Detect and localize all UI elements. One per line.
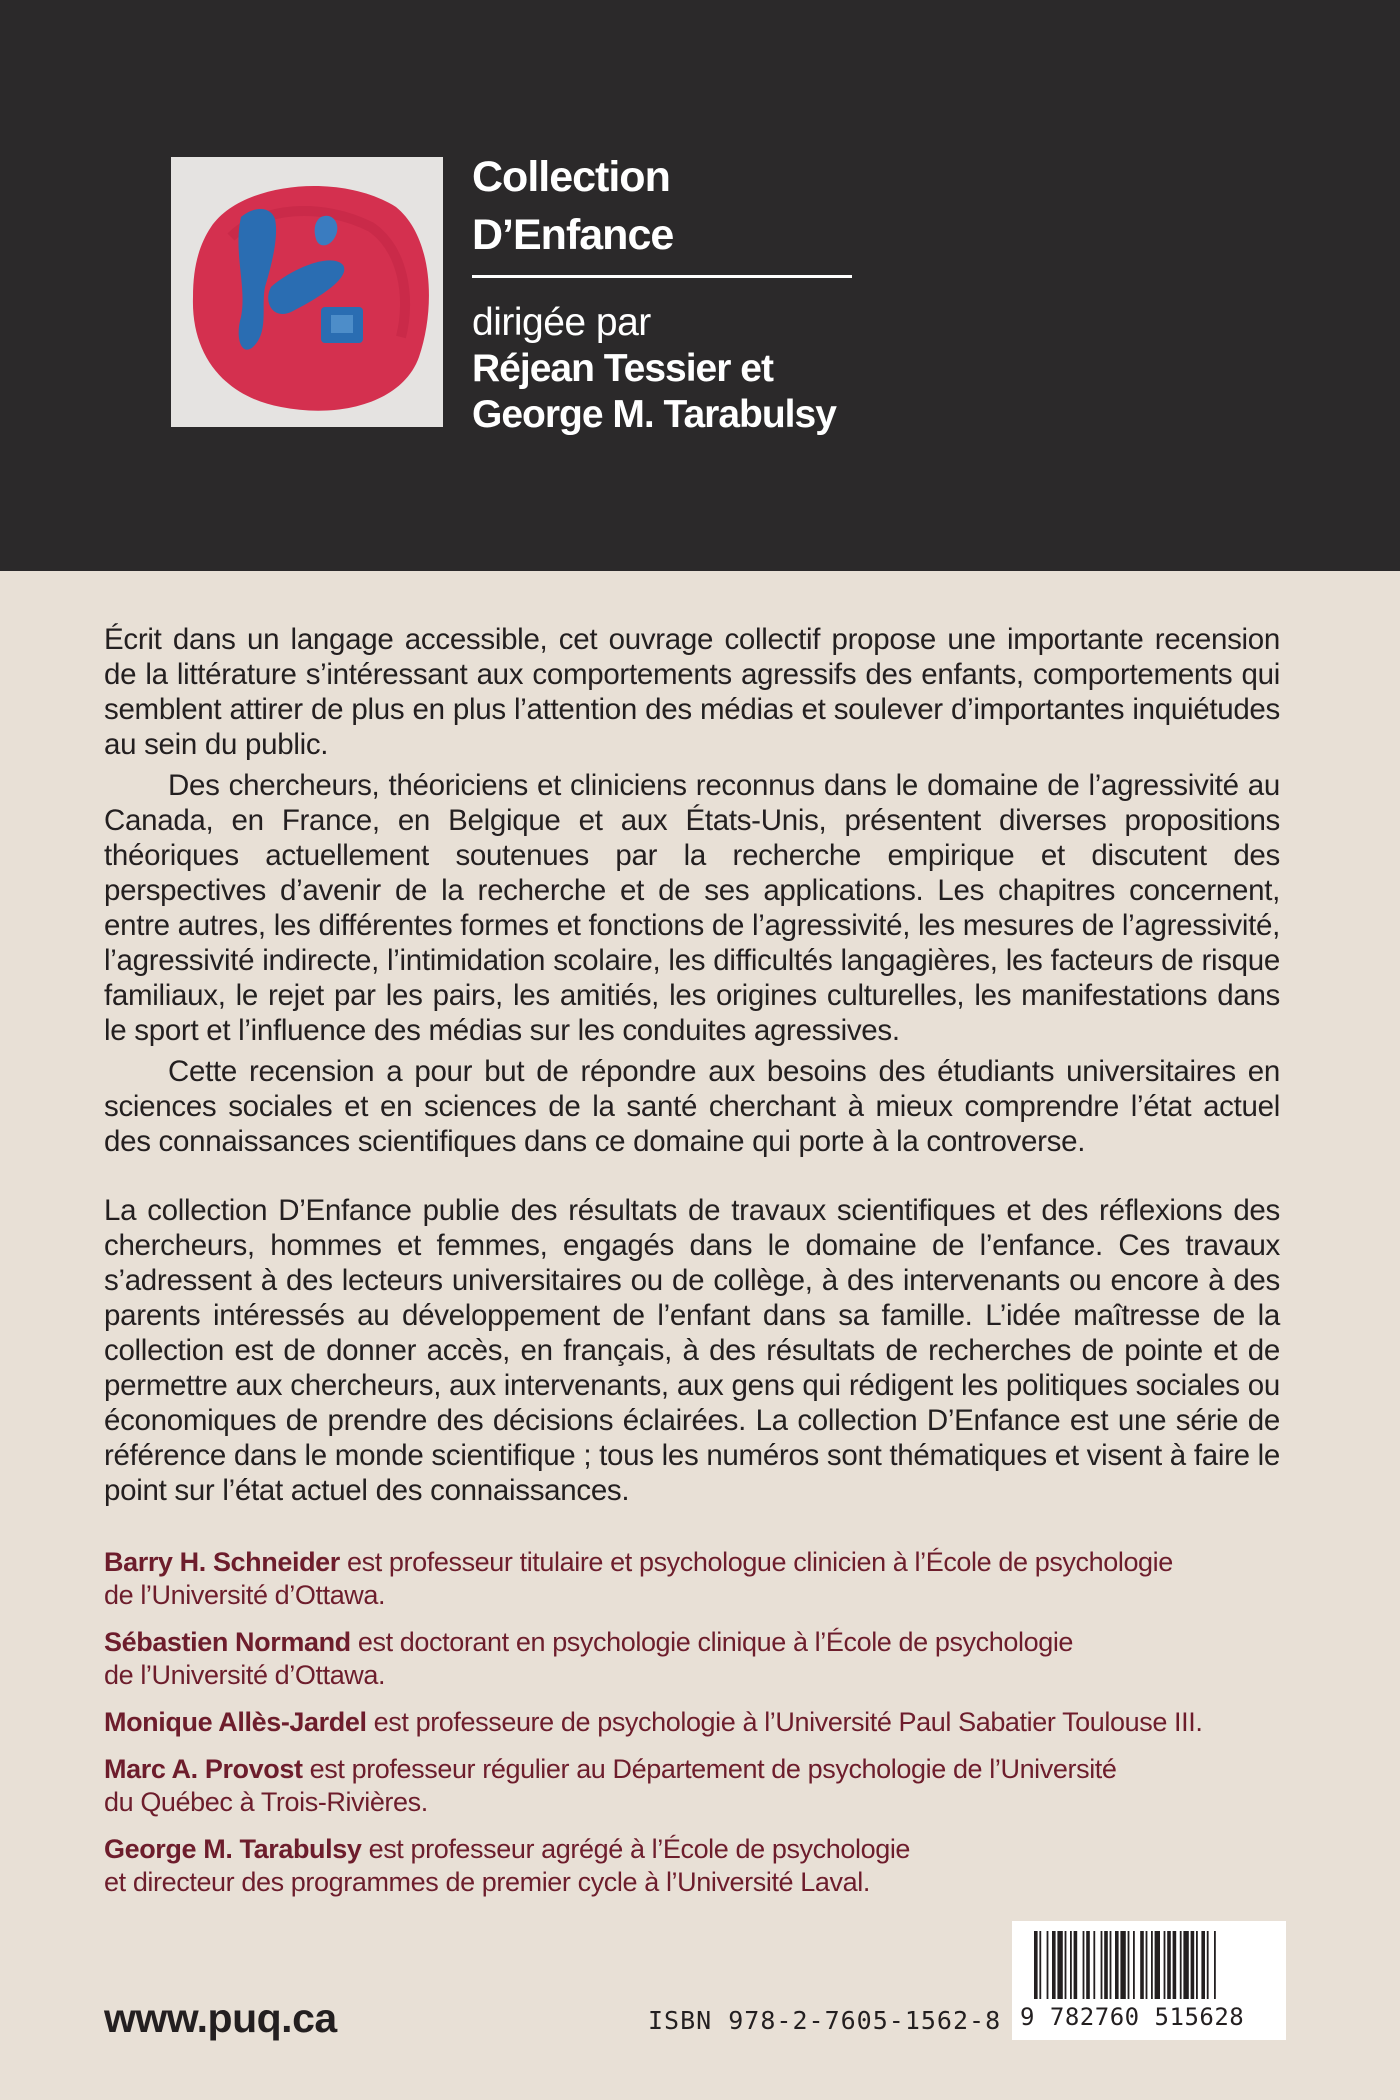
barcode-bar [1074,1931,1078,1999]
barcode-bar [1110,1931,1112,1999]
author-entry [104,1706,1264,1739]
barcode-bar [1086,1931,1090,1999]
author-bio: est doctorant en psychologie clinique à l’École de psychologie [350,1627,1074,1657]
barcode-bar [1201,1931,1205,1999]
isbn-number: ISBN 978-2-7605-1562-8 [648,2006,1002,2035]
author-bio-line2: et directeur des programmes de premier cycle à l’Université Laval. [104,1867,870,1897]
barcode-bar [1207,1931,1209,1999]
collection-title-line2: D’Enfance [472,211,674,259]
author-entry [104,1546,1264,1612]
author-bio: est professeur régulier au Département de psychologie de l’Université [302,1754,1117,1784]
barcode-bar [1093,1931,1095,1999]
barcode-digits: 9 782760 515628 [1020,2003,1245,2031]
author-bio: est professeur agrégé à l’École de psychologie [361,1834,911,1864]
author-list [104,1546,1264,1913]
barcode-bar [1070,1931,1072,1999]
barcode-bar [1128,1931,1130,1999]
paragraph-purpose: Cette recension a pour but de répondre aux besoins des étudiants universitaires en sciences sociales et en sciences de la santé cherchant à mieux comprendre l’état actuel des connaissances scientifiques dans ce domaine qui porte à la controverse. [104,1055,1280,1158]
paragraph-collection: La collection D’Enfance publie des résultats de travaux scientifiques et des réflexions des chercheurs, hommes et femmes, engagés dans le domaine de l’enfance. Ces travaux s’adressent à des lecteurs universitaires ou de collège, à des intervenants ou encore à des parents intéressés au développement de l’enfant dans sa famille. L’idée maîtresse de la collection est de donner accès, en français, à des résultats de recherches de pointe et de permettre aux chercheurs, aux intervenants, aux gens qui rédigent les politiques sociales ou économiques de prendre des décisions éclairées. La collection D’Enfance est une série de référence dans le monde scientifique ; tous les numéros sont thématiques et visent à faire le point sur l’état actuel des connaissances. [104,1194,1280,1507]
barcode-bar [1133,1931,1135,1999]
directed-by-label: dirigée par [472,301,651,344]
author-name: Marc A. Provost [104,1754,303,1784]
barcode-bar [1164,1931,1166,1999]
title-divider [472,275,852,278]
barcode-bar [1039,1931,1041,1999]
collection-logo [171,157,443,427]
barcode-bar [1101,1931,1103,1999]
barcode-bar [1115,1931,1119,1999]
publisher-website-link[interactable]: www.puq.ca [104,1995,337,2041]
barcode-bar [1047,1931,1049,1999]
author-bio-line2: du Québec à Trois-Rivières. [104,1787,428,1817]
barcode-bar [1052,1931,1056,1999]
author-entry [104,1626,1264,1692]
author-bio: est professeure de psychologie à l’Université Paul Sabatier Toulouse III. [366,1707,1203,1737]
collection-title [472,148,892,264]
author-name: George M. Tarabulsy [104,1834,362,1864]
author-entry [104,1833,1264,1899]
barcode-bar [1183,1931,1188,1999]
barcode-bar [1057,1931,1062,1999]
barcode-bar [1140,1931,1144,1999]
barcode-bar [1120,1931,1125,1999]
author-bio-line2: de l’Université d’Ottawa. [104,1580,386,1610]
barcode-bar [1151,1931,1153,1999]
header-band [0,0,1400,571]
author-name: Barry H. Schneider [104,1547,340,1577]
collection-title-line1: Collection [472,153,670,201]
author-bio: est professeur titulaire et psychologue clinicien à l’École de psychologie [339,1547,1173,1577]
barcode-bar [1034,1931,1038,1999]
author-name: Sébastien Normand [104,1627,351,1657]
description-text [104,622,1280,1514]
barcode-bar [1173,1931,1177,1999]
paragraph-intro: Écrit dans un langage accessible, cet ouvrage collectif propose une importante recension de la littérature s’intéressant aux comportements agressifs des enfants, comportements qui semblent attirer de plus en plus l’attention des médias et soulever d’importantes inquiétudes au sein du public. [104,623,1280,761]
barcode-bar [1065,1931,1067,1999]
author-entry [104,1753,1264,1819]
barcode-bar [1214,1931,1216,1999]
barcode-bar [1155,1931,1160,1999]
barcode-bar [1196,1931,1198,1999]
paragraph-contributors: Des chercheurs, théoriciens et cliniciens reconnus dans le domaine de l’agressivité au Canada, en France, en Belgique et aux États-Unis, présentent diverses propositions théoriques actuellement soutenues par la recherche empirique et discutent des perspectives d’avenir de la recherche et de ses applications. Les chapitres concernent, entre autres, les différentes formes et fonctions de l’agressivité, les mesures de l’agressivité, l’agressivité indirecte, l’intimidation scolaire, les difficultés langagières, les facteurs de risque familiaux, le rejet par les pairs, les amitiés, les origines culturelles, les manifestations dans le sport et l’influence des médias sur les conduites agressives. [104,769,1280,1047]
author-bio-line2: de l’Université d’Ottawa. [104,1660,386,1690]
barcode [1012,1921,1286,2040]
abstract-painting-icon [171,157,443,427]
barcode-bar [1180,1931,1182,1999]
editor-1: Réjean Tessier et [472,347,773,390]
barcode-bar [1083,1931,1085,1999]
barcode-bars [1012,1921,1286,2001]
barcode-bar [1167,1931,1171,1999]
editor-2: George M. Tarabulsy [472,393,836,436]
barcode-bar [1104,1931,1108,1999]
barcode-bar [1191,1931,1195,1999]
author-name: Monique Allès-Jardel [104,1707,367,1737]
barcode-bar [1146,1931,1148,1999]
directed-by-block [472,300,972,438]
